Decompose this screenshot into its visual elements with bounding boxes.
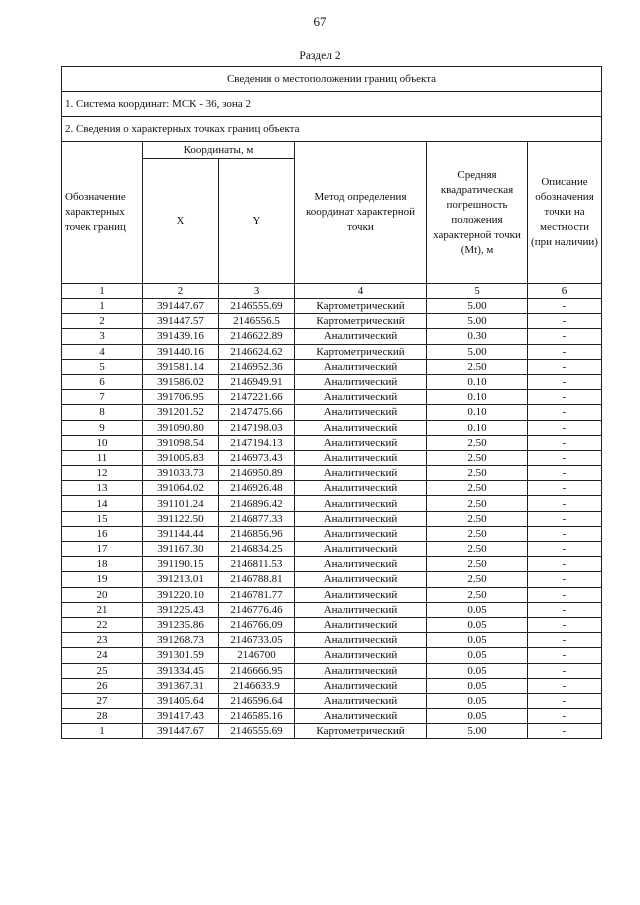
x-coordinate-cell: 391167.30 (143, 542, 219, 557)
method-cell: Аналитический (295, 329, 427, 344)
y-coordinate-cell: 2146949.91 (219, 374, 295, 389)
description-cell: - (528, 329, 602, 344)
point-number-cell: 4 (62, 344, 143, 359)
error-cell: 2.50 (427, 496, 528, 511)
error-cell: 2.50 (427, 511, 528, 526)
error-cell: 0.05 (427, 693, 528, 708)
x-coordinate-cell: 391439.16 (143, 329, 219, 344)
description-cell: - (528, 390, 602, 405)
table-row (62, 314, 602, 329)
description-cell: - (528, 299, 602, 314)
description-cell: - (528, 435, 602, 450)
coordinate-system: 1. Система координат: МСК - 36, зона 2 (62, 92, 602, 117)
point-number-cell: 17 (62, 542, 143, 557)
error-cell: 5.00 (427, 314, 528, 329)
method-cell: Аналитический (295, 693, 427, 708)
description-cell: - (528, 663, 602, 678)
x-coordinate-cell: 391064.02 (143, 481, 219, 496)
error-cell: 2.50 (427, 450, 528, 465)
y-coordinate-cell: 2146555.69 (219, 724, 295, 739)
point-number-cell: 28 (62, 709, 143, 724)
x-coordinate-cell: 391101.24 (143, 496, 219, 511)
description-cell: - (528, 374, 602, 389)
method-cell: Картометрический (295, 299, 427, 314)
table-row (62, 481, 602, 496)
error-cell: 0.10 (427, 405, 528, 420)
method-cell: Аналитический (295, 374, 427, 389)
error-cell: 2.50 (427, 359, 528, 374)
header-coordinates: Координаты, м (143, 142, 295, 159)
table-title: Сведения о местоположении границ объекта (62, 67, 602, 92)
page-number: 67 (313, 14, 327, 29)
table-row (62, 329, 602, 344)
table-row (62, 709, 602, 724)
point-number-cell: 18 (62, 557, 143, 572)
x-coordinate-cell: 391213.01 (143, 572, 219, 587)
x-coordinate-cell: 391440.16 (143, 344, 219, 359)
description-cell: - (528, 344, 602, 359)
point-number-cell: 10 (62, 435, 143, 450)
column-numbers-row (62, 284, 602, 299)
header-description: Описание обозначения точки на местности (при наличии) (528, 142, 602, 284)
table-row (62, 693, 602, 708)
y-coordinate-cell: 2146776.46 (219, 602, 295, 617)
error-cell: 0.05 (427, 663, 528, 678)
table-row (62, 587, 602, 602)
method-cell: Аналитический (295, 481, 427, 496)
point-number-cell: 13 (62, 481, 143, 496)
x-coordinate-cell: 391005.83 (143, 450, 219, 465)
point-number-cell: 27 (62, 693, 143, 708)
y-coordinate-cell: 2146952.36 (219, 359, 295, 374)
column-number: 3 (219, 284, 295, 299)
point-number-cell: 24 (62, 648, 143, 663)
table-row (62, 374, 602, 389)
x-coordinate-cell: 391268.73 (143, 633, 219, 648)
points-heading: 2. Сведения о характерных точках границ объекта (62, 117, 602, 142)
error-cell: 2.50 (427, 557, 528, 572)
method-cell: Аналитический (295, 496, 427, 511)
x-coordinate-cell: 391201.52 (143, 405, 219, 420)
method-cell: Аналитический (295, 678, 427, 693)
error-cell: 2.50 (427, 481, 528, 496)
point-number-cell: 7 (62, 390, 143, 405)
method-cell: Аналитический (295, 572, 427, 587)
description-cell: - (528, 709, 602, 724)
y-coordinate-cell: 2146896.42 (219, 496, 295, 511)
description-cell: - (528, 314, 602, 329)
method-cell: Аналитический (295, 602, 427, 617)
table-row (62, 557, 602, 572)
method-cell: Аналитический (295, 617, 427, 632)
header-error: Средняя квадратическая погрешность положения характерной точки (Mt), м (427, 142, 528, 284)
point-number-cell: 3 (62, 329, 143, 344)
x-coordinate-cell: 391098.54 (143, 435, 219, 450)
description-cell: - (528, 648, 602, 663)
y-coordinate-cell: 2146781.77 (219, 587, 295, 602)
table-row (62, 344, 602, 359)
column-number: 1 (62, 284, 143, 299)
y-coordinate-cell: 2146733.05 (219, 633, 295, 648)
y-coordinate-cell: 2146877.33 (219, 511, 295, 526)
error-cell: 2.50 (427, 435, 528, 450)
point-number-cell: 23 (62, 633, 143, 648)
description-cell: - (528, 466, 602, 481)
description-cell: - (528, 693, 602, 708)
point-number-cell: 15 (62, 511, 143, 526)
table-row (62, 359, 602, 374)
error-cell: 0.10 (427, 390, 528, 405)
error-cell: 2.50 (427, 466, 528, 481)
y-coordinate-cell: 2146555.69 (219, 299, 295, 314)
x-coordinate-cell: 391706.95 (143, 390, 219, 405)
boundary-points-table (61, 66, 602, 739)
table-row (62, 678, 602, 693)
table-row (62, 572, 602, 587)
table-row (62, 450, 602, 465)
error-cell: 2.50 (427, 572, 528, 587)
method-cell: Аналитический (295, 390, 427, 405)
y-coordinate-cell: 2146633.9 (219, 678, 295, 693)
y-coordinate-cell: 2146700 (219, 648, 295, 663)
table-row (62, 617, 602, 632)
table-row (62, 542, 602, 557)
method-cell: Аналитический (295, 511, 427, 526)
y-coordinate-cell: 2147198.03 (219, 420, 295, 435)
x-coordinate-cell: 391367.31 (143, 678, 219, 693)
table-row (62, 724, 602, 739)
description-cell: - (528, 557, 602, 572)
column-number: 5 (427, 284, 528, 299)
y-coordinate-cell: 2146622.89 (219, 329, 295, 344)
header-point-designation: Обозначение характерных точек границ (62, 142, 143, 284)
description-cell: - (528, 633, 602, 648)
error-cell: 0.05 (427, 709, 528, 724)
x-coordinate-cell: 391033.73 (143, 466, 219, 481)
table-row (62, 420, 602, 435)
x-coordinate-cell: 391235.86 (143, 617, 219, 632)
error-cell: 0.05 (427, 648, 528, 663)
y-coordinate-cell: 2147475.66 (219, 405, 295, 420)
column-number: 2 (143, 284, 219, 299)
error-cell: 0.05 (427, 617, 528, 632)
table-row (62, 405, 602, 420)
y-coordinate-cell: 2146788.81 (219, 572, 295, 587)
description-cell: - (528, 405, 602, 420)
x-coordinate-cell: 391405.64 (143, 693, 219, 708)
method-cell: Аналитический (295, 405, 427, 420)
x-coordinate-cell: 391334.45 (143, 663, 219, 678)
error-cell: 0.30 (427, 329, 528, 344)
x-coordinate-cell: 391447.67 (143, 299, 219, 314)
method-cell: Аналитический (295, 450, 427, 465)
method-cell: Аналитический (295, 648, 427, 663)
x-coordinate-cell: 391586.02 (143, 374, 219, 389)
table-row (62, 602, 602, 617)
error-cell: 2.50 (427, 542, 528, 557)
description-cell: - (528, 481, 602, 496)
error-cell: 2.50 (427, 587, 528, 602)
point-number-cell: 5 (62, 359, 143, 374)
method-cell: Аналитический (295, 709, 427, 724)
point-number-cell: 26 (62, 678, 143, 693)
header-y: Y (219, 159, 295, 284)
table-row (62, 390, 602, 405)
method-cell: Аналитический (295, 663, 427, 678)
error-cell: 5.00 (427, 724, 528, 739)
method-cell: Аналитический (295, 420, 427, 435)
point-number-cell: 16 (62, 526, 143, 541)
header-x: X (143, 159, 219, 284)
section-title: Раздел 2 (299, 50, 341, 62)
column-number: 4 (295, 284, 427, 299)
description-cell: - (528, 678, 602, 693)
point-number-cell: 25 (62, 663, 143, 678)
point-number-cell: 1 (62, 724, 143, 739)
description-cell: - (528, 724, 602, 739)
description-cell: - (528, 359, 602, 374)
error-cell: 5.00 (427, 299, 528, 314)
point-number-cell: 9 (62, 420, 143, 435)
x-coordinate-cell: 391447.57 (143, 314, 219, 329)
header-method: Метод определения координат характерной точки (295, 142, 427, 284)
table-row (62, 496, 602, 511)
description-cell: - (528, 496, 602, 511)
method-cell: Аналитический (295, 633, 427, 648)
table-row (62, 526, 602, 541)
description-cell: - (528, 587, 602, 602)
point-number-cell: 11 (62, 450, 143, 465)
y-coordinate-cell: 2147221.66 (219, 390, 295, 405)
point-number-cell: 20 (62, 587, 143, 602)
description-cell: - (528, 542, 602, 557)
method-cell: Аналитический (295, 526, 427, 541)
x-coordinate-cell: 391301.59 (143, 648, 219, 663)
y-coordinate-cell: 2146596.64 (219, 693, 295, 708)
x-coordinate-cell: 391447.67 (143, 724, 219, 739)
y-coordinate-cell: 2147194.13 (219, 435, 295, 450)
error-cell: 0.10 (427, 420, 528, 435)
x-coordinate-cell: 391417.43 (143, 709, 219, 724)
y-coordinate-cell: 2146585.16 (219, 709, 295, 724)
y-coordinate-cell: 2146834.25 (219, 542, 295, 557)
x-coordinate-cell: 391190.15 (143, 557, 219, 572)
x-coordinate-cell: 391581.14 (143, 359, 219, 374)
method-cell: Аналитический (295, 587, 427, 602)
point-number-cell: 2 (62, 314, 143, 329)
point-number-cell: 14 (62, 496, 143, 511)
point-number-cell: 1 (62, 299, 143, 314)
point-number-cell: 21 (62, 602, 143, 617)
point-number-cell: 12 (62, 466, 143, 481)
method-cell: Картометрический (295, 344, 427, 359)
table-row (62, 633, 602, 648)
x-coordinate-cell: 391144.44 (143, 526, 219, 541)
error-cell: 2.50 (427, 526, 528, 541)
description-cell: - (528, 420, 602, 435)
table-row (62, 648, 602, 663)
table-row (62, 511, 602, 526)
error-cell: 0.05 (427, 602, 528, 617)
error-cell: 0.10 (427, 374, 528, 389)
method-cell: Аналитический (295, 359, 427, 374)
method-cell: Картометрический (295, 314, 427, 329)
error-cell: 0.05 (427, 678, 528, 693)
description-cell: - (528, 526, 602, 541)
x-coordinate-cell: 391090.80 (143, 420, 219, 435)
method-cell: Аналитический (295, 466, 427, 481)
column-number: 6 (528, 284, 602, 299)
x-coordinate-cell: 391225.43 (143, 602, 219, 617)
y-coordinate-cell: 2146666.95 (219, 663, 295, 678)
table-row (62, 663, 602, 678)
y-coordinate-cell: 2146766.09 (219, 617, 295, 632)
error-cell: 5.00 (427, 344, 528, 359)
table-row (62, 466, 602, 481)
description-cell: - (528, 572, 602, 587)
method-cell: Аналитический (295, 435, 427, 450)
method-cell: Аналитический (295, 542, 427, 557)
point-number-cell: 22 (62, 617, 143, 632)
method-cell: Аналитический (295, 557, 427, 572)
y-coordinate-cell: 2146926.48 (219, 481, 295, 496)
y-coordinate-cell: 2146950.89 (219, 466, 295, 481)
description-cell: - (528, 450, 602, 465)
description-cell: - (528, 617, 602, 632)
table-row (62, 435, 602, 450)
error-cell: 0.05 (427, 633, 528, 648)
x-coordinate-cell: 391122.50 (143, 511, 219, 526)
y-coordinate-cell: 2146811.53 (219, 557, 295, 572)
description-cell: - (528, 511, 602, 526)
y-coordinate-cell: 2146856.96 (219, 526, 295, 541)
point-number-cell: 19 (62, 572, 143, 587)
description-cell: - (528, 602, 602, 617)
point-number-cell: 6 (62, 374, 143, 389)
y-coordinate-cell: 2146624.62 (219, 344, 295, 359)
x-coordinate-cell: 391220.10 (143, 587, 219, 602)
y-coordinate-cell: 2146973.43 (219, 450, 295, 465)
method-cell: Картометрический (295, 724, 427, 739)
y-coordinate-cell: 2146556.5 (219, 314, 295, 329)
point-number-cell: 8 (62, 405, 143, 420)
table-row (62, 299, 602, 314)
